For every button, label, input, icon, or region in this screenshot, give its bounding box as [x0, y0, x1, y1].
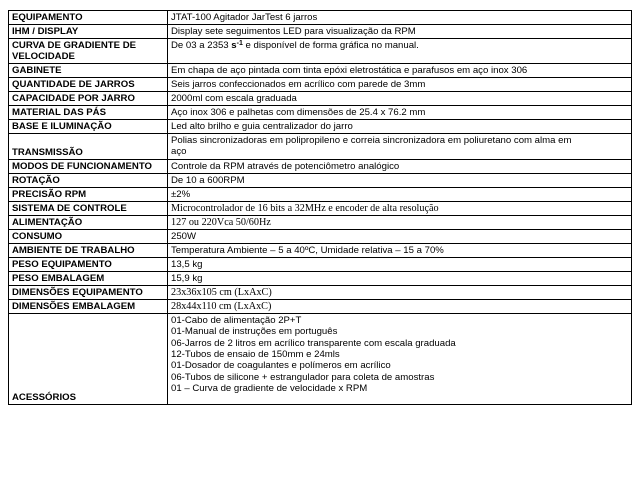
spec-label: DIMENSÕES EQUIPAMENTO [9, 285, 168, 299]
spec-value-superscript: -1 [236, 40, 243, 47]
spec-row [9, 299, 632, 313]
spec-label: CONSUMO [9, 229, 168, 243]
spec-label: PESO EQUIPAMENTO [9, 257, 168, 271]
spec-value: Controle da RPM através de potenciômetro analógico [168, 159, 632, 173]
spec-row [9, 11, 632, 25]
spec-row [9, 106, 632, 120]
spec-label: PRECISÃO RPM [9, 187, 168, 201]
spec-label: CAPACIDADE POR JARRO [9, 92, 168, 106]
spec-value-part: e disponível de forma gráfica no manual. [242, 40, 419, 51]
spec-label: ACESSÓRIOS [9, 313, 168, 404]
spec-value: 250W [168, 229, 632, 243]
spec-row [9, 201, 632, 215]
spec-value: Led alto brilho e guia centralizador do jarro [168, 120, 632, 134]
spec-value: JTAT-100 Agitador JarTest 6 jarros [168, 11, 632, 25]
spec-value: 2000ml com escala graduada [168, 92, 632, 106]
spec-value-part: De 03 a 2353 [171, 40, 232, 51]
spec-label: BASE E ILUMINAÇÃO [9, 120, 168, 134]
spec-label: MODOS DE FUNCIONAMENTO [9, 159, 168, 173]
spec-value-part: s [231, 40, 237, 51]
spec-value: 15,9 kg [168, 271, 632, 285]
spec-table [8, 10, 632, 405]
spec-value: Em chapa de aço pintada com tinta epóxi eletrostática e parafusos em aço inox 306 [168, 64, 632, 78]
spec-row [9, 229, 632, 243]
spec-row [9, 243, 632, 257]
spec-row [9, 173, 632, 187]
spec-value: De 10 a 600RPM [168, 173, 632, 187]
spec-label: DIMENSÕES EMBALAGEM [9, 299, 168, 313]
spec-value: Microcontrolador de 16 bits a 32MHz e encoder de alta resolução [168, 201, 632, 215]
spec-row [9, 39, 632, 64]
spec-label: QUANTIDADE DE JARROS [9, 78, 168, 92]
spec-value: ±2% [168, 187, 632, 201]
spec-label: MATERIAL DAS PÁS [9, 106, 168, 120]
spec-label: ROTAÇÃO [9, 173, 168, 187]
spec-row [9, 120, 632, 134]
spec-row [9, 25, 632, 39]
spec-value-line: 06-Tubos de silicone + estrangulador para coleta de amostras [171, 371, 435, 383]
spec-value [168, 39, 632, 64]
spec-row [9, 187, 632, 201]
spec-row [9, 257, 632, 271]
spec-label: IHM / DISPLAY [9, 25, 168, 39]
spec-row [9, 271, 632, 285]
spec-value: 23x36x105 cm (LxAxC) [168, 285, 632, 299]
spec-value-line: 01-Cabo de alimentação 2P+T [171, 314, 302, 326]
spec-row [9, 285, 632, 299]
spec-label: EQUIPAMENTO [9, 11, 168, 25]
spec-row [9, 313, 632, 404]
spec-row [9, 92, 632, 106]
spec-value: Temperatura Ambiente – 5 a 40ºC, Umidade relativa – 15 a 70% [168, 243, 632, 257]
spec-table-body [9, 11, 632, 405]
spec-value: 28x44x110 cm (LxAxC) [168, 299, 632, 313]
spec-label: ALIMENTAÇÃO [9, 215, 168, 229]
spec-value-line: aço [171, 146, 187, 158]
spec-value: 13,5 kg [168, 257, 632, 271]
spec-value-line: 12-Tubos de ensaio de 150mm e 24mls [171, 349, 340, 361]
spec-row [9, 78, 632, 92]
spec-row [9, 134, 632, 160]
spec-value: Seis jarros confeccionados em acrílico com parede de 3mm [168, 78, 632, 92]
spec-value: 127 ou 220Vca 50/60Hz [168, 215, 632, 229]
spec-label: GABINETE [9, 64, 168, 78]
spec-value-line: Polias sincronizadoras em polipropileno e correia sincronizadora em poliuretano com alma em [171, 135, 572, 146]
spec-value-line: 06-Jarros de 2 litros em acrílico transparente com escala graduada [171, 337, 456, 349]
spec-label: AMBIENTE DE TRABALHO [9, 243, 168, 257]
spec-label: CURVA DE GRADIENTE DE VELOCIDADE [9, 39, 168, 64]
spec-value: Display sete seguimentos LED para visualização da RPM [168, 25, 632, 39]
spec-value: Aço inox 306 e palhetas com dimensões de 25.4 x 76.2 mm [168, 106, 632, 120]
spec-label: SISTEMA DE CONTROLE [9, 201, 168, 215]
spec-value-line: 01-Dosador de coagulantes e polímeros em acrílico [171, 360, 391, 372]
spec-value [168, 134, 632, 160]
spec-label: PESO EMBALAGEM [9, 271, 168, 285]
spec-value-line: 01 – Curva de gradiente de velocidade x RPM [171, 383, 368, 395]
spec-value-line: 01-Manual de instruções em português [171, 326, 338, 338]
spec-row [9, 64, 632, 78]
spec-value [168, 313, 632, 404]
spec-row [9, 159, 632, 173]
spec-label: TRANSMISSÃO [9, 134, 168, 160]
spec-row [9, 215, 632, 229]
